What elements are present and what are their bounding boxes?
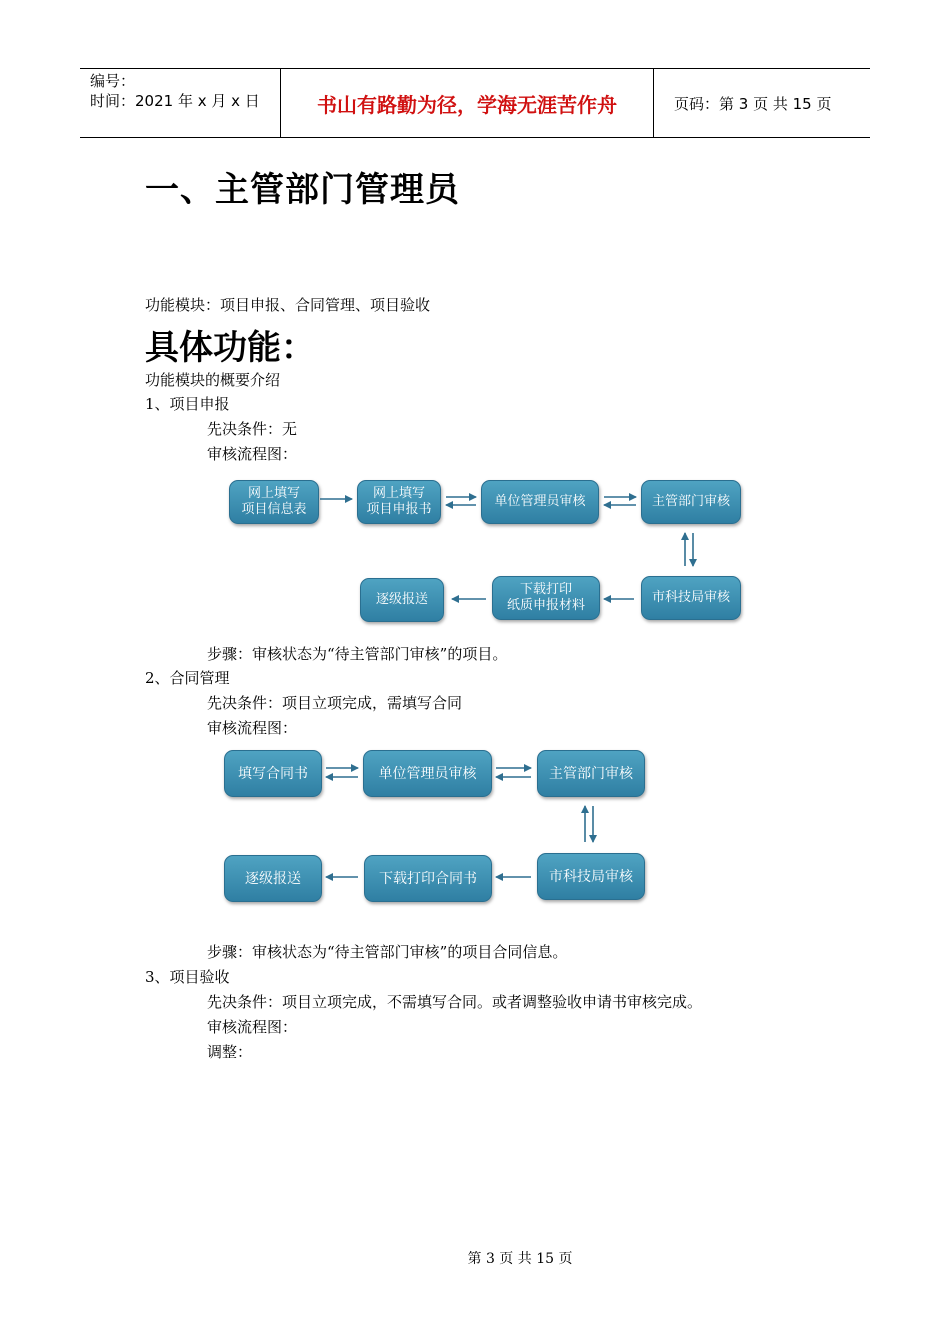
header-motto: 书山有路勤为径，学海无涯苦作舟 [281, 69, 654, 137]
flow1-box-fill-application-l2: 项目申报书 [366, 502, 432, 517]
s3-adjust: 调整： [207, 1043, 253, 1061]
section-title: 具体功能： [145, 328, 315, 368]
flow2-box-city-review: 市科技局审核 [537, 853, 645, 900]
s2-heading: 2、合同管理 [145, 669, 230, 687]
intro-text: 功能模块的概要介绍 [145, 371, 281, 389]
flow2-box-dept-review: 主管部门审核 [537, 750, 645, 797]
s3-precondition: 先决条件：项目立项完成，不需填写合同。或者调整验收申请书审核完成。 [207, 993, 703, 1011]
header-page-label [664, 69, 870, 137]
flow1-box-fill-info-l2: 项目信息表 [241, 502, 307, 517]
s1-heading: 1、项目申报 [145, 395, 230, 413]
page-header [80, 68, 870, 138]
flow1-box-fill-application [357, 480, 441, 524]
s2-precondition: 先决条件：项目立项完成，需填写合同 [207, 694, 463, 712]
flow2-box-download-contract: 下载打印合同书 [364, 855, 492, 902]
flow1-box-fill-info-l1: 网上填写 [247, 486, 300, 501]
date-label: 时间：2021 年 x 月 x 日 [90, 92, 260, 110]
page-footer: 第 3 页 共 15 页 [467, 1251, 573, 1267]
number-label: 编号： [90, 72, 136, 90]
s1-precondition: 先决条件：无 [207, 420, 298, 438]
s3-heading: 3、项目验收 [145, 968, 230, 986]
s1-flow-label: 审核流程图： [207, 445, 298, 463]
flow2-box-fill-contract: 填写合同书 [224, 750, 322, 797]
s2-step: 步骤：审核状态为“待主管部门审核”的项目合同信息。 [207, 943, 568, 961]
header-meta [80, 69, 281, 137]
page-label-text: 页码：第 3 页 共 15 页 [674, 94, 832, 113]
flow1-box-download-print-l2: 纸质申报材料 [506, 598, 585, 613]
s2-flow-label: 审核流程图： [207, 719, 298, 737]
modules-line: 功能模块：项目申报、合同管理、项目验收 [145, 296, 431, 314]
flow1-box-download-print [492, 576, 600, 620]
flow1-box-download-print-l1: 下载打印 [519, 582, 572, 597]
flow1-box-submit: 逐级报送 [360, 578, 444, 622]
s3-flow-label: 审核流程图： [207, 1018, 298, 1036]
flow2-box-unit-admin-review: 单位管理员审核 [363, 750, 492, 797]
flow2-box-submit: 逐级报送 [224, 855, 322, 902]
flow1-box-fill-info [229, 480, 319, 524]
page-title: 一、主管部门管理员 [145, 170, 460, 210]
flow1-box-unit-admin-review: 单位管理员审核 [481, 480, 599, 524]
flow1-box-city-review: 市科技局审核 [641, 576, 741, 620]
s1-step: 步骤：审核状态为“待主管部门审核”的项目。 [207, 645, 508, 663]
flow1-box-dept-review: 主管部门审核 [641, 480, 741, 524]
flow1-box-fill-application-l1: 网上填写 [372, 486, 425, 501]
